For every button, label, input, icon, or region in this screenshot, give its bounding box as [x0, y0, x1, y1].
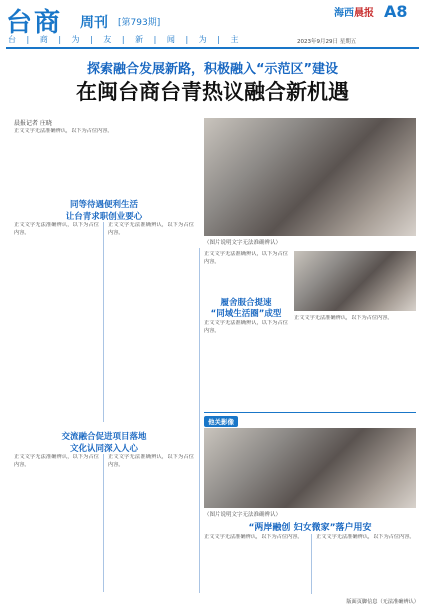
- body-col-3: 正文文字无法准确辨认，以下为占位内容。: [14, 454, 99, 468]
- logo-left: 海西: [334, 8, 354, 19]
- body-col-4: 正文文字无法准确辨认，以下为占位内容。: [108, 454, 194, 468]
- body-col-2: 正文文字无法准确辨认，以下为占位内容。: [108, 222, 194, 236]
- main-photo: [204, 118, 416, 236]
- page-footer: 版面页脚信息（无法准确辨认）: [346, 599, 419, 605]
- body-col-7: 正文文字无法准确辨认，以下为占位内容。: [294, 315, 393, 321]
- subheading-2b: 文化认同深入人心: [69, 444, 138, 454]
- masthead-rule: [6, 47, 419, 49]
- column-divider: [311, 534, 312, 594]
- subheading-4: “两岸融创 妇女微家”落户用安: [248, 523, 372, 533]
- masthead-title: 台商: [6, 8, 63, 38]
- body-col-9: 正文文字无法准确辨认，以下为占位内容。: [316, 534, 415, 540]
- section-tag: 他关影像: [204, 416, 238, 427]
- article-headline: 在闽台商台青热议融合新机遇: [76, 79, 349, 104]
- lower-photo-caption: （图片说明文字无法准确辨认）: [204, 512, 282, 518]
- subheading-3: 履舍服合提速: [220, 298, 272, 308]
- main-photo-caption: （图片说明文字无法准确辨认）: [204, 240, 282, 246]
- secondary-photo: [294, 251, 416, 311]
- page-code: A8: [384, 2, 408, 21]
- article-byline: 晨报记者 庄晓: [14, 120, 52, 127]
- subheading-1b: 让台青求职创业要心: [65, 212, 143, 222]
- section-rule: [204, 412, 416, 413]
- logo-right: 晨报: [354, 8, 374, 19]
- subheading-3b: “同域生活圈”成型: [210, 309, 282, 319]
- masthead-slogan: 台 | 商 | 为 | 友 | 新 | 闻 | 为 | 主: [8, 35, 243, 44]
- column-divider: [103, 454, 104, 592]
- article-kicker: 探索融合发展新路，积极融入“示范区”建设: [86, 62, 339, 77]
- body-col-6: 正文文字无法准确辨认，以下为占位内容。: [204, 320, 288, 334]
- body-col-5: 正文文字无法准确辨认，以下为占位内容。: [204, 251, 288, 265]
- column-divider: [103, 222, 104, 422]
- subheading-1: 同等待遇便利生活: [69, 200, 138, 210]
- column-divider: [199, 248, 200, 593]
- dateline: 2023年9月29日 星期五: [297, 39, 357, 45]
- masthead-weekly: 周刊: [80, 15, 108, 31]
- newspaper-logo: [334, 4, 374, 19]
- lower-photo: [204, 428, 416, 508]
- lead-paragraph: 正文文字无法准确辨认，以下为占位内容。: [14, 128, 113, 134]
- body-col-1: 正文文字无法准确辨认，以下为占位内容。: [14, 222, 99, 236]
- body-col-8: 正文文字无法准确辨认，以下为占位内容。: [204, 534, 303, 540]
- issue-number: [第793期]: [118, 18, 161, 28]
- subheading-2: 交流融合促进项目落地: [61, 432, 147, 442]
